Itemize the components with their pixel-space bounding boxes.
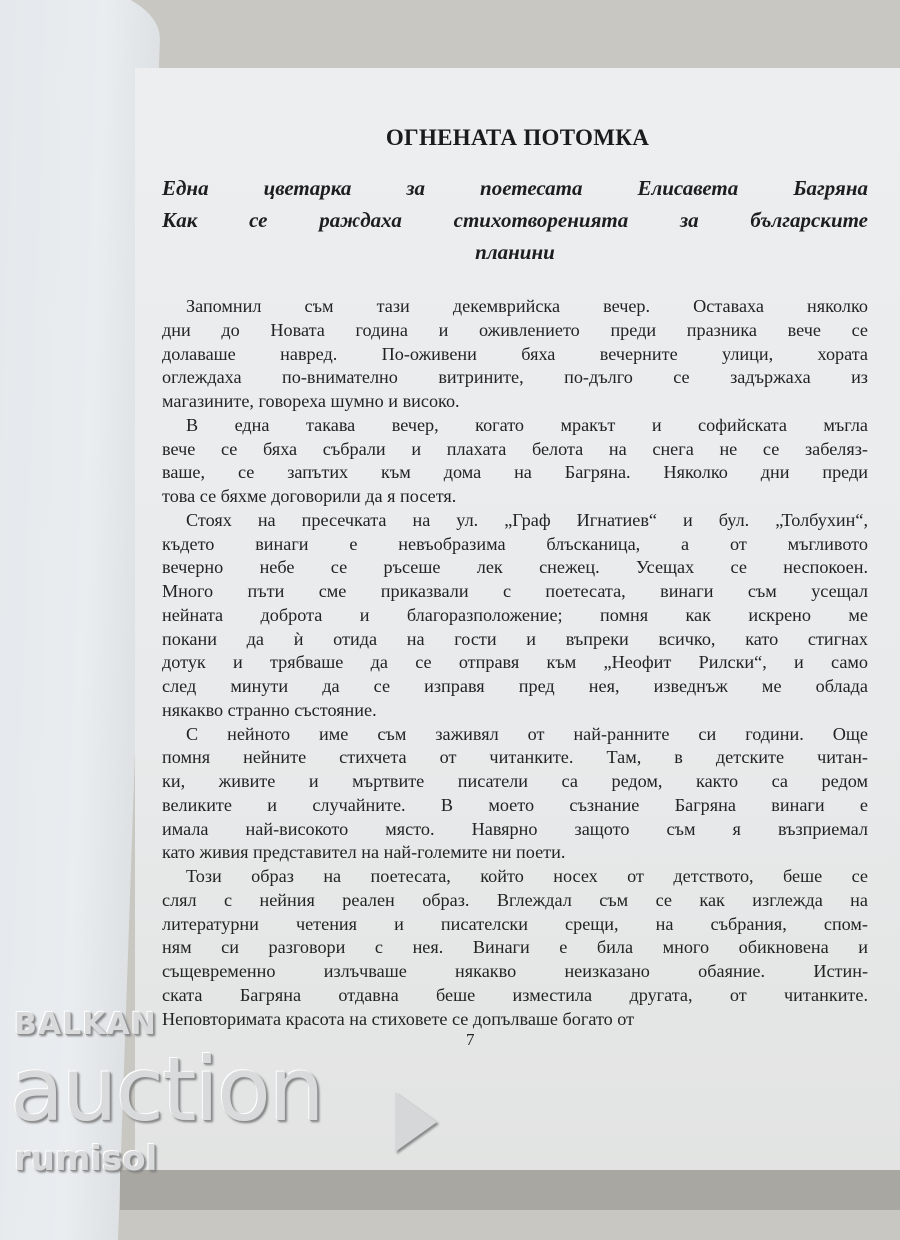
paragraph bbox=[162, 723, 868, 866]
watermark-seller-name: rumisol bbox=[14, 1139, 158, 1179]
table-surface bbox=[120, 1170, 900, 1210]
watermark-logo-auction: auction bbox=[10, 1038, 323, 1141]
text-line: помня нейните стихчета от читанките. Там, в детските читан- bbox=[162, 747, 868, 768]
text-line: слял с нейния реален образ. Вглеждал съм се как изглежда на bbox=[162, 889, 868, 910]
text-line: ки, живите и мъртвите писатели са редом, както са редом bbox=[162, 771, 868, 791]
text-line: Много пъти сме приказвали с поетесата, винаги съм усещал bbox=[162, 581, 868, 601]
subtitle-line: Как се раждаха стихотворенията за българските bbox=[162, 208, 868, 232]
text-line: Този образ на поетесата, който носех от детството, беше се bbox=[186, 866, 868, 886]
paragraph bbox=[162, 865, 868, 1031]
page-number: 7 bbox=[466, 1030, 475, 1049]
text-line: В една такава вечер, когато мракът и софийската мъгла bbox=[186, 414, 868, 435]
text-line: покани да ѝ отида на гости и въпреки всичко, като стигнах bbox=[162, 628, 868, 649]
watermark-logo-balkan: BALKAN bbox=[14, 1007, 157, 1042]
text-line: оглеждаха по-внимателно витрините, по-дълго се задържаха из bbox=[162, 367, 868, 388]
text-line: долаваше навред. По-оживени бяха вечерните улици, хората bbox=[162, 343, 868, 364]
paragraph bbox=[162, 414, 868, 509]
text-line: ням си разговори с нея. Винаги е била много обикновена и bbox=[162, 937, 868, 958]
paragraph bbox=[162, 509, 868, 723]
text-line: вечерно небе се ръсеше лек снежец. Усещах се неспокоен. bbox=[162, 557, 868, 578]
text-line: дни до Новата година и оживлението преди празника вече се bbox=[162, 319, 868, 340]
text-line: нейната доброта и благоразположение; помня как искрено ме bbox=[162, 604, 868, 625]
left-page-bleed-through bbox=[18, 70, 119, 94]
paragraph bbox=[162, 295, 868, 414]
text-line: Стоях на пресечката на ул. „Граф Игнатиев“ и бул. „Толбухин“, bbox=[186, 509, 868, 530]
text-line: след минути да се изправя пред нея, изведнъж ме облада bbox=[162, 676, 868, 696]
text-line: ваше, се запътих към дома на Багряна. Няколко дни преди bbox=[162, 462, 868, 483]
text-line: вече се бяха събрали и плахата белота на снега не се забеляз- bbox=[162, 438, 868, 459]
chapter-title: ОГНЕНАТА ПОТОМКА bbox=[385, 125, 650, 150]
text-line: Запомнил съм тази декемврийска вечер. Оставаха няколко bbox=[186, 296, 868, 316]
text-line: същевременно излъчваше някакво неизказано обаяние. Истин- bbox=[162, 961, 868, 981]
text-line: великите и случайните. В моето съзнание Багряна винаги е bbox=[162, 794, 868, 815]
subtitle-line: Една цветарка за поетесата Елисавета Багряна bbox=[162, 176, 868, 200]
body-text bbox=[162, 295, 868, 1031]
subtitle-line: планини bbox=[475, 240, 555, 264]
text-line: където винаги е невъобразима блъсканица, а от мъгливото bbox=[162, 533, 868, 554]
text-line: магазините, говореха шумно и високо. bbox=[162, 391, 460, 411]
play-triangle-icon bbox=[395, 1092, 437, 1152]
text-line: имала най-високото място. Навярно защото съм я възприемал bbox=[162, 818, 868, 839]
text-line: това се бяхме договорили да я посетя. bbox=[162, 486, 457, 506]
text-line: дотук и трябваше да се отправя към „Неофит Рилски“, и само bbox=[162, 652, 868, 673]
text-line: С нейното име съм заживял от най-ранните си години. Още bbox=[186, 723, 868, 744]
text-line: ската Багряна отдавна беше изместила другата, от читанките. bbox=[162, 984, 868, 1005]
text-line: литературни четения и писателски срещи, на събрания, спом- bbox=[162, 913, 868, 934]
text-line: някакво странно състояние. bbox=[162, 699, 377, 720]
text-line: Неповторимата красота на стиховете се допълваше богато от bbox=[162, 1008, 635, 1029]
text-line: като живия представител на най-големите ни поети. bbox=[162, 842, 566, 863]
